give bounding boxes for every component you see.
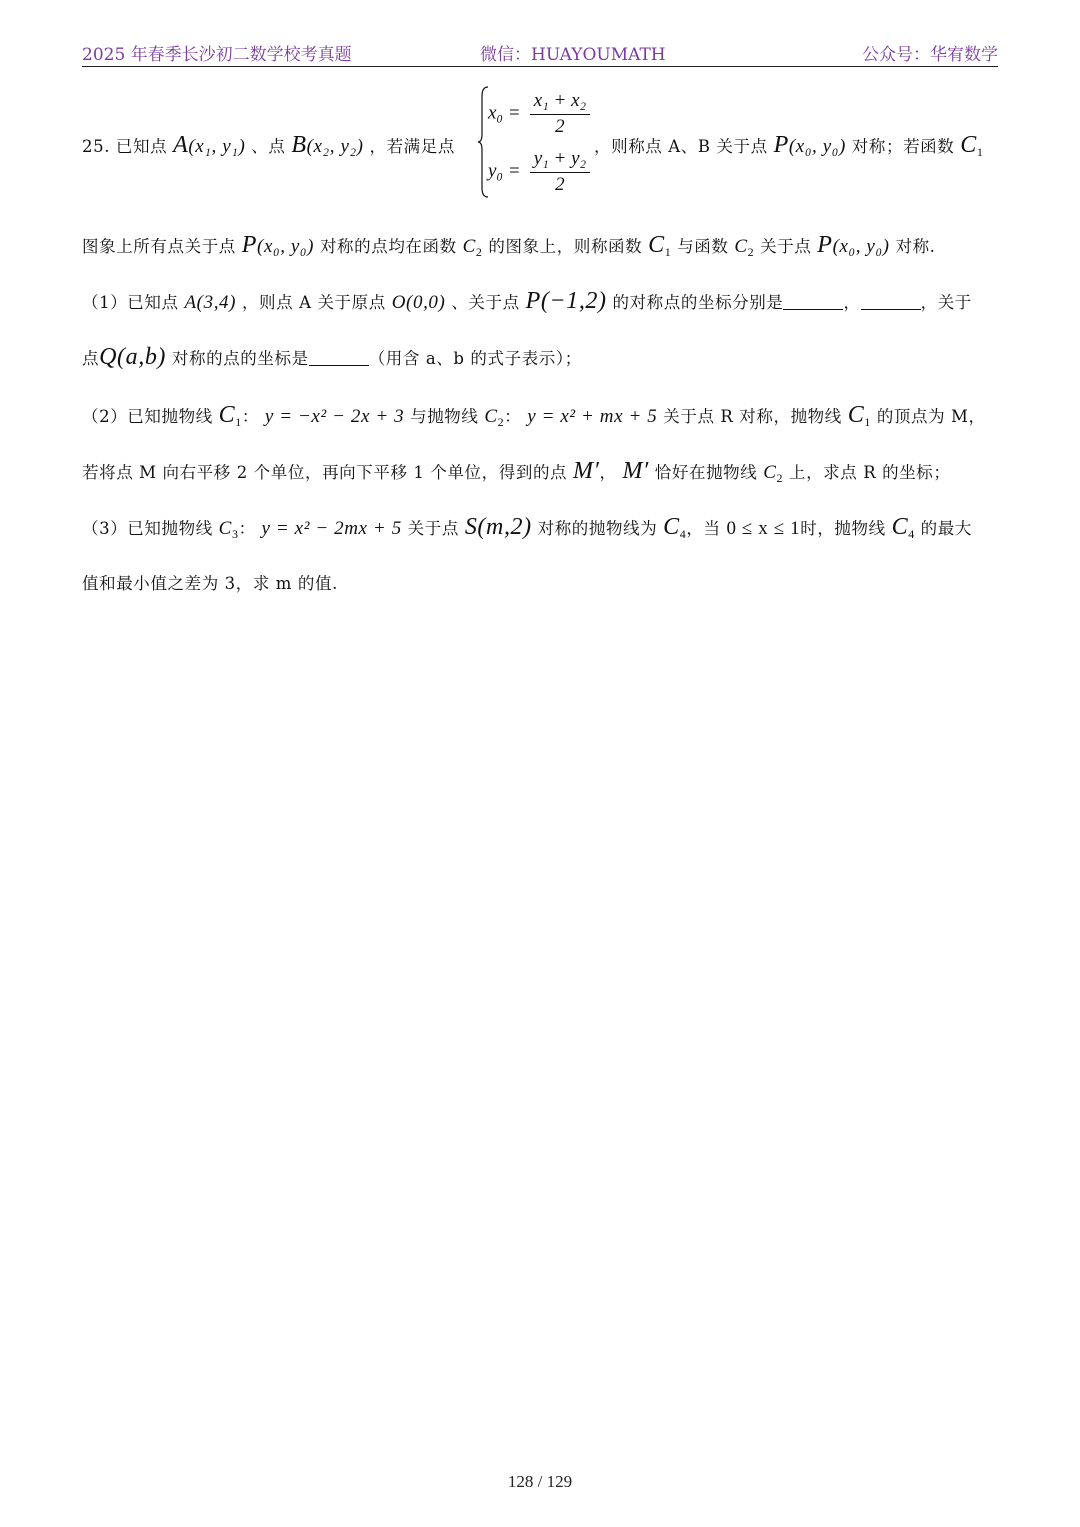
text: 与函数 xyxy=(677,237,729,256)
origin-point: O(0,0) xyxy=(391,292,446,313)
parabola-c1-equation: y = −x² − 2x + 3 xyxy=(264,406,405,427)
point-b-coords: (x₂, y₂) xyxy=(306,136,364,157)
text: ，关于 xyxy=(920,293,972,312)
text: 对称的点的坐标是 xyxy=(171,349,309,368)
point-a: A xyxy=(173,132,189,158)
text: ， xyxy=(843,293,861,312)
c-letter: C xyxy=(648,232,665,258)
c2-label: $C_2$ xyxy=(484,406,505,429)
y0-fraction xyxy=(530,146,590,197)
y0-equation xyxy=(488,146,590,197)
page-header xyxy=(82,38,998,67)
text: （2）已知抛物线 xyxy=(82,407,213,426)
c-letter: C xyxy=(663,514,680,540)
x0-numerator: x₁ + x₂ xyxy=(530,88,590,115)
c-letter: C xyxy=(891,514,909,540)
text: 对称的抛物线为 xyxy=(537,519,658,538)
point-m-prime: M′ xyxy=(622,458,649,484)
text: 、关于点 xyxy=(451,293,520,312)
text: （用含 a、b 的式子表示）； xyxy=(368,349,582,368)
text: 、点 xyxy=(251,137,286,156)
header-account: 公众号：华宥数学 xyxy=(862,45,998,65)
answer-blank-1[interactable] xyxy=(783,293,843,310)
point-p: P xyxy=(817,232,833,258)
x0-fraction xyxy=(530,88,590,139)
text: 的对称点的坐标分别是 xyxy=(612,293,784,312)
y0-denominator: 2 xyxy=(555,174,565,195)
point-q: Q(a,b) xyxy=(99,344,167,370)
text: 的图象上，则称函数 xyxy=(488,237,643,256)
text: （3）已知抛物线 xyxy=(82,519,213,538)
point-s: S(m,2) xyxy=(464,514,532,540)
problem-line-1 xyxy=(82,132,455,159)
c2-label: $C_2$ xyxy=(763,462,784,485)
parabola-c2-equation: y = x² + mx + 5 xyxy=(527,406,658,427)
text: ， xyxy=(599,463,617,482)
text: 已知点 xyxy=(115,137,168,156)
text: 图象上所有点关于点 xyxy=(82,237,236,256)
x0-denominator: 2 xyxy=(555,116,565,137)
text: ，若满足点 xyxy=(369,137,455,156)
text: 时，抛物线 xyxy=(800,519,886,538)
text: ，则点 A 关于原点 xyxy=(241,293,386,312)
c-letter: C xyxy=(218,402,236,428)
text: 关于点 R 对称，抛物线 xyxy=(663,407,842,426)
text: ，则称点 A、B 关于点 xyxy=(594,137,768,156)
text: 上，求点 R 的坐标； xyxy=(788,463,951,482)
x-range: 0 ≤ x ≤ 1 xyxy=(726,518,801,539)
c-letter: C xyxy=(462,236,476,257)
text: 的最大 xyxy=(920,519,972,538)
text: （1）已知点 xyxy=(82,293,179,312)
header-title: 2025 年春季长沙初二数学校考真题 xyxy=(82,45,352,65)
text: 关于点 xyxy=(407,519,459,538)
text: 对称. xyxy=(895,237,936,256)
text: 点 xyxy=(82,349,100,368)
c1-label: $C_1$ xyxy=(648,232,672,259)
text: 对称；若函数 xyxy=(851,137,955,156)
point-p-coords: (x₀, y₀) xyxy=(832,236,890,257)
point-b: B xyxy=(291,132,307,158)
c1-label: $C_1$ xyxy=(847,402,871,429)
part-1-line-2 xyxy=(82,344,582,371)
c2-label: $C_2$ xyxy=(734,236,755,259)
y0-label: y₀ = xyxy=(488,160,521,182)
c1-label: $C_1$ xyxy=(960,132,984,159)
x0-equation xyxy=(488,88,590,139)
part-3-line-2 xyxy=(82,570,338,594)
c-letter: C xyxy=(484,406,498,427)
c-letter: C xyxy=(847,402,865,428)
text: 若将点 M 向右平移 2 个单位，再向下平移 1 个单位，得到的点 xyxy=(82,463,568,482)
c1-label: $C_1$ xyxy=(218,402,242,429)
part-1-line-1 xyxy=(82,288,972,315)
answer-blank-3[interactable] xyxy=(309,349,369,366)
c-letter: C xyxy=(218,518,232,539)
text: 值和最小值之差为 3，求 m 的值. xyxy=(82,574,338,593)
c4-label: $C_4$ xyxy=(891,514,915,541)
problem-line-2 xyxy=(82,232,936,260)
page-number: 128 / 129 xyxy=(507,1472,573,1491)
text: 对称的点均在函数 xyxy=(319,237,457,256)
point-p-value: P(−1,2) xyxy=(525,288,607,314)
point-a-coords: (x₁, y₁) xyxy=(188,136,246,157)
problem-number: 25. xyxy=(82,137,111,156)
text: ，当 xyxy=(686,519,721,538)
point-p-coords: (x₀, y₀) xyxy=(257,236,315,257)
text: 与抛物线 xyxy=(410,407,479,426)
point-a-value: A(3,4) xyxy=(184,292,237,313)
point-p: P xyxy=(773,132,789,158)
text: 的顶点为 M， xyxy=(876,407,986,426)
part-2-line-2 xyxy=(82,458,951,486)
text: 恰好在抛物线 xyxy=(654,463,758,482)
point-p: P xyxy=(241,232,258,258)
part-3-line-1: （3）已知抛物线 $C_3$： y = x² − 2mx + 5 关于点 S(m,2) 对称的抛物线为 $C_4$，当 0 ≤ x ≤ 1时，抛物线 $C_4$ 的最大 xyxy=(82,514,972,541)
c4-label: $C_4$ xyxy=(663,514,687,541)
text: 关于点 xyxy=(760,237,812,256)
y0-numerator: y₁ + y₂ xyxy=(530,146,590,173)
c-letter: C xyxy=(960,132,977,158)
point-m-prime: M′ xyxy=(573,458,600,484)
parabola-c3-equation: y = x² − 2mx + 5 xyxy=(261,518,402,539)
header-wechat: 微信：HUAYOUMATH xyxy=(480,45,666,65)
problem-line-1-tail xyxy=(594,132,983,160)
c-letter: C xyxy=(763,462,777,483)
c2-label: $C_2$ xyxy=(462,236,483,259)
c-letter: C xyxy=(734,236,748,257)
point-p-coords: (x₀, y₀) xyxy=(788,136,846,157)
answer-blank-2[interactable] xyxy=(861,293,921,310)
part-2-line-1: （2）已知抛物线 $C_1$： y = −x² − 2x + 3 与抛物线 $C_2$： y = x² + mx + 5 关于点 R 对称，抛物线 $C_1$ 的顶点为 M， xyxy=(82,402,986,429)
c3-label: $C_3$ xyxy=(218,518,239,541)
x0-label: x₀ = xyxy=(488,102,521,124)
